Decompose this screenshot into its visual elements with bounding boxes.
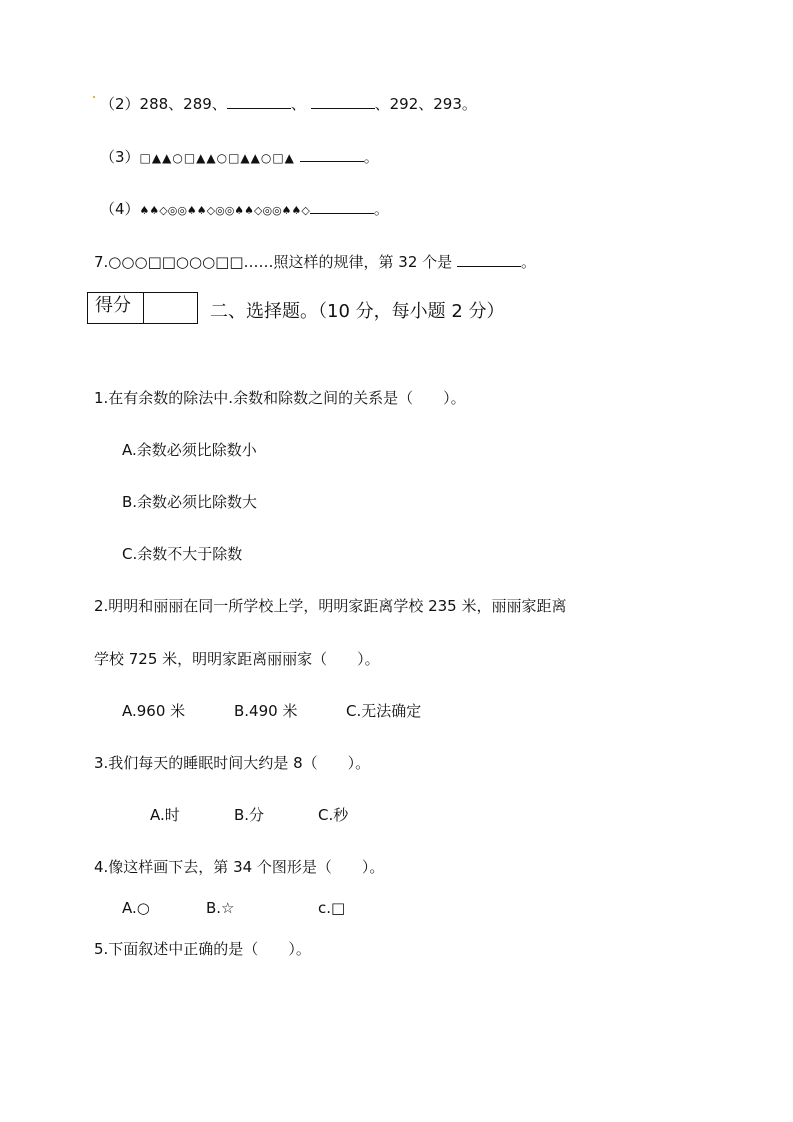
q2-blank-1[interactable] — [227, 94, 291, 109]
q4-lead: （4） — [100, 200, 140, 218]
q3-blank[interactable] — [300, 147, 364, 162]
question-3-option-a[interactable]: A.时 — [150, 806, 180, 824]
question-4-stem: 4.像这样画下去，第 34 个图形是（ ）。 — [94, 858, 385, 876]
question-3-stem: 3.我们每天的睡眠时间大约是 8（ ）。 — [94, 754, 371, 772]
question-1-stem: 1.在有余数的除法中.余数和除数之间的关系是（ ）。 — [94, 389, 466, 407]
question-2-option-a[interactable]: A.960 米 — [122, 702, 186, 720]
q2-end: 、292、293。 — [374, 95, 477, 113]
question-2-option-b[interactable]: B.490 米 — [234, 702, 298, 720]
pattern-question-4 — [100, 199, 389, 221]
question-3-option-c[interactable]: C.秒 — [318, 806, 349, 824]
q7-blank[interactable] — [457, 252, 521, 267]
q2-lead: （2）288、289、 — [100, 95, 227, 113]
q7-lead: 7.○○○□□○○○□□……照这样的规律，第 32 个是 — [94, 253, 453, 271]
question-3-options — [150, 805, 348, 825]
question-2-stem-line-2: 学校 725 米，明明家距离丽丽家（ ）。 — [94, 650, 380, 668]
q7-end: 。 — [520, 253, 536, 271]
score-box — [87, 292, 198, 324]
q2-sep: 、 — [290, 95, 306, 113]
stray-mark — [93, 96, 95, 98]
question-1-option-c[interactable]: C.余数不大于除数 — [122, 545, 243, 563]
q4-blank[interactable] — [310, 199, 374, 214]
question-2-stem-line-1: 2.明明和丽丽在同一所学校上学，明明家距离学校 235 米，丽丽家距离 — [94, 597, 567, 615]
q2-blank-2[interactable] — [311, 94, 375, 109]
pattern-question-3 — [100, 147, 379, 168]
score-value-field[interactable] — [144, 293, 197, 323]
pattern-question-2 — [100, 94, 477, 114]
question-1-option-b[interactable]: B.余数必须比除数大 — [122, 493, 258, 511]
question-4-option-b[interactable]: B.☆ — [206, 899, 235, 917]
q3-lead: （3） — [100, 148, 140, 166]
section-title: 二、选择题。（10 分，每小题 2 分） — [210, 301, 505, 322]
question-4-option-a[interactable]: A.○ — [122, 899, 150, 917]
q4-end: 。 — [373, 200, 389, 218]
question-1-option-a[interactable]: A.余数必须比除数小 — [122, 441, 257, 459]
question-5-stem: 5.下面叙述中正确的是（ ）。 — [94, 940, 311, 958]
q3-end: 。 — [363, 148, 379, 166]
question-2-option-c[interactable]: C.无法确定 — [346, 702, 422, 720]
q4-sequence: ♠♠◇◎◎♠♠◇◎◎♠♠◇◎◎♠♠◇ — [139, 204, 310, 217]
question-4-options — [122, 898, 345, 918]
pattern-question-7 — [94, 252, 536, 272]
q3-sequence: □▲▲○□▲▲○□▲▲○□▲ — [139, 151, 295, 165]
question-4-option-c[interactable]: c.□ — [318, 899, 346, 917]
question-2-options — [122, 701, 421, 721]
score-label: 得分 — [88, 293, 144, 323]
question-3-option-b[interactable]: B.分 — [234, 806, 265, 824]
